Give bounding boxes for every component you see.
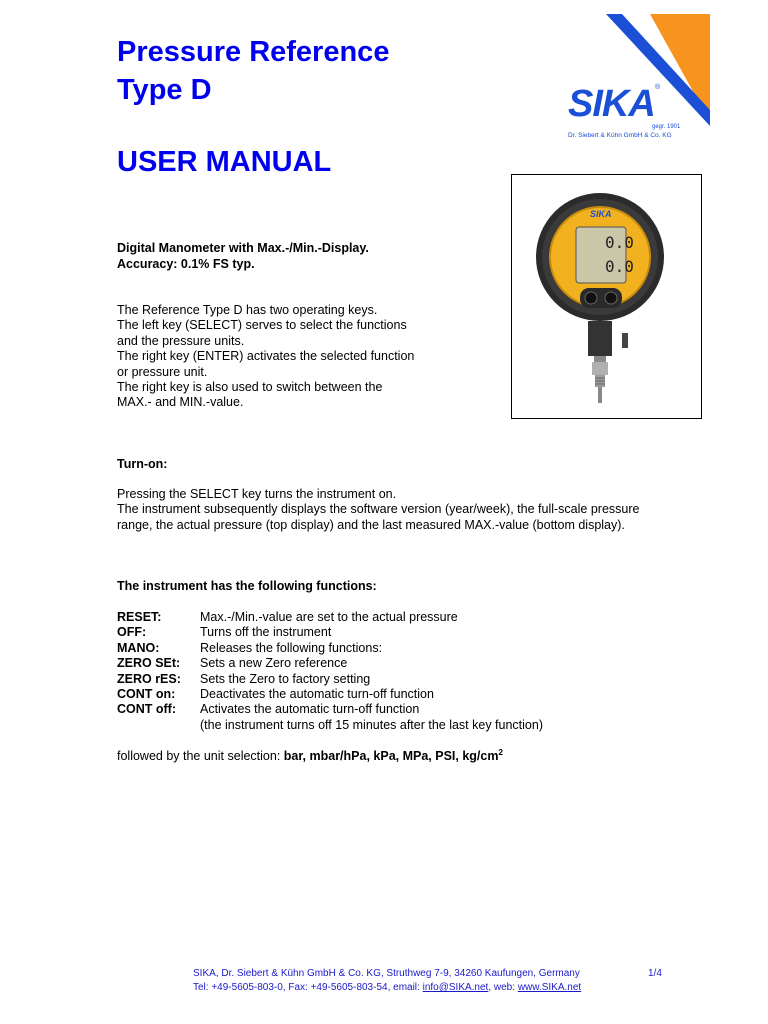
- function-key: OFF:: [117, 625, 147, 640]
- description-line: or pressure unit.: [117, 364, 208, 379]
- turn-on-line: Pressing the SELECT key turns the instrument on.: [117, 487, 397, 501]
- unit-superscript: 2: [498, 747, 503, 757]
- function-item: [117, 672, 637, 687]
- description-line: and the pressure units.: [117, 333, 245, 348]
- function-item: [117, 718, 637, 733]
- function-item: [117, 610, 637, 625]
- function-key: RESET:: [117, 610, 162, 624]
- description-line: The left key (SELECT) serves to select the functions: [117, 318, 407, 333]
- footer-phone-fax: Tel: +49-5605-803-0, Fax: +49-5605-803-54, email:: [193, 982, 423, 993]
- footer-web-link[interactable]: www.SIKA.net: [517, 982, 582, 993]
- unit-selection-list: bar, mbar/hPa, kPa, MPa, PSI, kg/cm: [283, 749, 499, 763]
- manual-title: USER MANUAL: [117, 146, 332, 178]
- unit-selection: [117, 749, 637, 764]
- function-desc: (the instrument turns off 15 minutes after the last key function): [200, 717, 543, 732]
- unit-selection-prefix: followed by the unit selection:: [117, 749, 284, 763]
- device-brand-label: SIKA: [590, 209, 612, 219]
- description-block: [117, 303, 497, 411]
- intro-line-2: Accuracy: 0.1% FS typ.: [117, 257, 255, 271]
- function-desc: Sets a new Zero reference: [200, 656, 348, 671]
- logo-brand-text: SIKA: [568, 83, 655, 125]
- footer-address: SIKA, Dr. Siebert & Kühn GmbH & Co. KG, Struthweg 7-9, 34260 Kaufungen, Germany: [193, 968, 580, 979]
- footer-web-label: , web:: [488, 982, 518, 993]
- footer-email-link[interactable]: info@SIKA.net: [422, 982, 489, 993]
- function-key: [117, 718, 200, 733]
- function-item: [117, 702, 637, 717]
- turn-on-text: [117, 487, 677, 533]
- footer-contact: [193, 981, 581, 994]
- footer-page-number: 1/4: [648, 968, 662, 979]
- turn-on-heading: Turn-on:: [117, 457, 168, 471]
- function-desc: Sets the Zero to factory setting: [200, 671, 371, 686]
- device-display-top: 0.0: [605, 233, 634, 252]
- function-item: [117, 625, 637, 640]
- logo-registered-mark: ®: [655, 84, 661, 91]
- function-item: [117, 641, 637, 656]
- description-line: The right key is also used to switch between the: [117, 380, 383, 395]
- function-desc: Releases the following functions:: [200, 640, 383, 655]
- logo-founded-text: gegr. 1901: [652, 124, 681, 130]
- functions-list: [117, 610, 637, 733]
- logo-company-text: Dr. Siebert & Kühn GmbH & Co. KG: [568, 132, 672, 139]
- functions-heading: The instrument has the following functions:: [117, 579, 377, 593]
- function-key: ZERO rES:: [117, 671, 181, 686]
- function-key: ZERO SEt:: [117, 656, 181, 671]
- sika-logo: [560, 14, 720, 144]
- function-desc: Max.-/Min.-value are set to the actual pressure: [200, 610, 458, 624]
- title-line-1: Pressure Reference: [117, 36, 390, 68]
- device-photo-frame: [511, 174, 702, 419]
- title-line-2: Type D: [117, 74, 212, 106]
- description-line: The Reference Type D has two operating keys.: [117, 303, 378, 317]
- turn-on-line: range, the actual pressure (top display) and the last measured MAX.-value (bottom display).: [117, 517, 625, 532]
- function-desc: Activates the automatic turn-off function: [200, 702, 420, 717]
- turn-on-line: The instrument subsequently displays the software version (year/week), the full-scale pressure: [117, 502, 640, 517]
- function-key: MANO:: [117, 640, 160, 655]
- function-item: [117, 656, 637, 671]
- function-key: CONT on:: [117, 687, 176, 702]
- function-desc: Turns off the instrument: [200, 625, 332, 640]
- device-display-bottom: 0.0: [605, 257, 634, 276]
- description-line: MAX.- and MIN.-value.: [117, 395, 244, 410]
- intro-line-1: Digital Manometer with Max.-/Min.-Display.: [117, 241, 369, 255]
- description-line: The right key (ENTER) activates the selected function: [117, 349, 415, 364]
- function-item: [117, 687, 637, 702]
- function-key: CONT off:: [117, 702, 177, 717]
- function-desc: Deactivates the automatic turn-off function: [200, 687, 434, 702]
